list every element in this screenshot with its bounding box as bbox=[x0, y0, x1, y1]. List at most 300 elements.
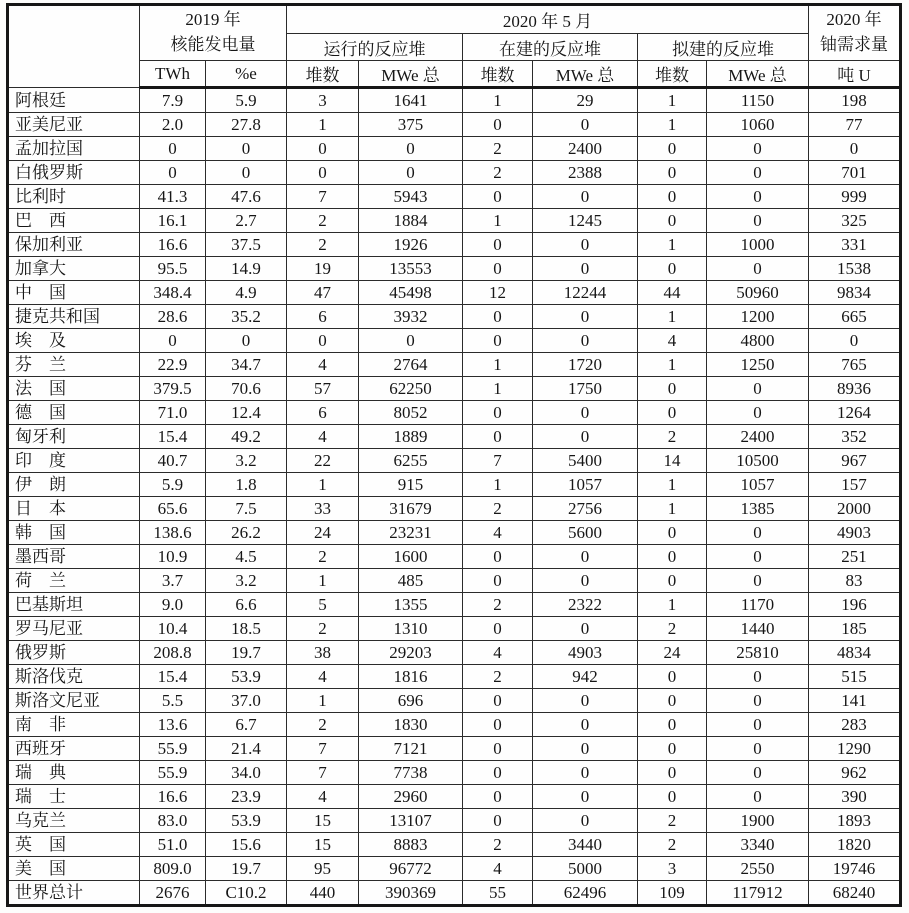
value-cell: 0 bbox=[638, 209, 707, 233]
value-cell: 251 bbox=[809, 545, 901, 569]
value-cell: 1720 bbox=[533, 353, 638, 377]
value-cell: 1816 bbox=[359, 665, 463, 689]
value-cell: 7.9 bbox=[140, 88, 206, 113]
value-cell: 2550 bbox=[707, 857, 809, 881]
value-cell: 0 bbox=[287, 161, 359, 185]
value-cell: 34.7 bbox=[206, 353, 287, 377]
country-cell: 埃 及 bbox=[8, 329, 140, 353]
value-cell: 68240 bbox=[809, 881, 901, 906]
value-cell: 485 bbox=[359, 569, 463, 593]
value-cell: 2960 bbox=[359, 785, 463, 809]
value-cell: 1 bbox=[463, 88, 533, 113]
value-cell: 3.2 bbox=[206, 449, 287, 473]
value-cell: 809.0 bbox=[140, 857, 206, 881]
unit-header-tonnes-u: 吨 U bbox=[809, 61, 901, 88]
value-cell: 3340 bbox=[707, 833, 809, 857]
value-cell: 0 bbox=[707, 257, 809, 281]
table-row bbox=[8, 833, 901, 857]
value-cell: 2 bbox=[287, 713, 359, 737]
value-cell: 1 bbox=[638, 593, 707, 617]
value-cell: 15 bbox=[287, 809, 359, 833]
value-cell: 0 bbox=[638, 545, 707, 569]
table-row bbox=[8, 185, 901, 209]
value-cell: 1830 bbox=[359, 713, 463, 737]
value-cell: 0 bbox=[638, 257, 707, 281]
value-cell: 10500 bbox=[707, 449, 809, 473]
value-cell: 1150 bbox=[707, 88, 809, 113]
value-cell: 5 bbox=[287, 593, 359, 617]
value-cell: 1057 bbox=[533, 473, 638, 497]
value-cell: 96772 bbox=[359, 857, 463, 881]
value-cell: 0 bbox=[707, 521, 809, 545]
value-cell: 37.5 bbox=[206, 233, 287, 257]
value-cell: 0 bbox=[359, 329, 463, 353]
country-cell: 俄罗斯 bbox=[8, 641, 140, 665]
value-cell: 0 bbox=[707, 785, 809, 809]
value-cell: 1750 bbox=[533, 377, 638, 401]
country-cell: 加拿大 bbox=[8, 257, 140, 281]
value-cell: 0 bbox=[638, 185, 707, 209]
value-cell: 2 bbox=[287, 209, 359, 233]
value-cell: 0 bbox=[463, 329, 533, 353]
value-cell: 3 bbox=[287, 88, 359, 113]
table-row bbox=[8, 713, 901, 737]
country-cell: 捷克共和国 bbox=[8, 305, 140, 329]
value-cell: 10.9 bbox=[140, 545, 206, 569]
value-cell: 1 bbox=[638, 233, 707, 257]
table-row bbox=[8, 617, 901, 641]
value-cell: 83.0 bbox=[140, 809, 206, 833]
header-2020-uranium-demand bbox=[809, 5, 901, 61]
value-cell: 1 bbox=[463, 473, 533, 497]
value-cell: 325 bbox=[809, 209, 901, 233]
value-cell: 95.5 bbox=[140, 257, 206, 281]
table-row bbox=[8, 497, 901, 521]
value-cell: 3.7 bbox=[140, 569, 206, 593]
value-cell: 19.7 bbox=[206, 641, 287, 665]
value-cell: 1 bbox=[638, 88, 707, 113]
table-row bbox=[8, 809, 901, 833]
value-cell: 0 bbox=[533, 761, 638, 785]
value-cell: 53.9 bbox=[206, 665, 287, 689]
value-cell: 19746 bbox=[809, 857, 901, 881]
value-cell: 19.7 bbox=[206, 857, 287, 881]
value-cell: 6 bbox=[287, 305, 359, 329]
value-cell: 7 bbox=[463, 449, 533, 473]
header-2020-uranium-line2: 铀需求量 bbox=[820, 35, 888, 54]
value-cell: 0 bbox=[140, 161, 206, 185]
value-cell: 4 bbox=[463, 857, 533, 881]
value-cell: 390 bbox=[809, 785, 901, 809]
value-cell: 62496 bbox=[533, 881, 638, 906]
table-row bbox=[8, 305, 901, 329]
value-cell: 70.6 bbox=[206, 377, 287, 401]
value-cell: 0 bbox=[707, 545, 809, 569]
value-cell: 44 bbox=[638, 281, 707, 305]
value-cell: 0 bbox=[463, 425, 533, 449]
value-cell: 0 bbox=[707, 401, 809, 425]
country-cell: 德 国 bbox=[8, 401, 140, 425]
country-cell: 巴 西 bbox=[8, 209, 140, 233]
country-cell: 乌克兰 bbox=[8, 809, 140, 833]
value-cell: 6.7 bbox=[206, 713, 287, 737]
value-cell: 0 bbox=[707, 569, 809, 593]
value-cell: 379.5 bbox=[140, 377, 206, 401]
unit-header-reactor-count-planned: 堆数 bbox=[638, 61, 707, 88]
value-cell: 1893 bbox=[809, 809, 901, 833]
value-cell: 1600 bbox=[359, 545, 463, 569]
value-cell: 7738 bbox=[359, 761, 463, 785]
value-cell: 5943 bbox=[359, 185, 463, 209]
country-cell: 瑞 典 bbox=[8, 761, 140, 785]
value-cell: 0 bbox=[638, 569, 707, 593]
value-cell: 12.4 bbox=[206, 401, 287, 425]
unit-header-twh: TWh bbox=[140, 61, 206, 88]
value-cell: 0 bbox=[533, 113, 638, 137]
table-row bbox=[8, 569, 901, 593]
value-cell: 8052 bbox=[359, 401, 463, 425]
value-cell: 5600 bbox=[533, 521, 638, 545]
country-cell: 南 非 bbox=[8, 713, 140, 737]
value-cell: 515 bbox=[809, 665, 901, 689]
value-cell: 2 bbox=[638, 833, 707, 857]
value-cell: 0 bbox=[707, 377, 809, 401]
value-cell: 999 bbox=[809, 185, 901, 209]
value-cell: 24 bbox=[287, 521, 359, 545]
value-cell: 0 bbox=[287, 329, 359, 353]
value-cell: 665 bbox=[809, 305, 901, 329]
value-cell: 0 bbox=[809, 329, 901, 353]
value-cell: 25810 bbox=[707, 641, 809, 665]
value-cell: 1538 bbox=[809, 257, 901, 281]
country-cell: 孟加拉国 bbox=[8, 137, 140, 161]
value-cell: 0 bbox=[463, 761, 533, 785]
unit-header-mwe-total-operating: MWe 总 bbox=[359, 61, 463, 88]
value-cell: 28.6 bbox=[140, 305, 206, 329]
value-cell: 0 bbox=[707, 689, 809, 713]
value-cell: 4.5 bbox=[206, 545, 287, 569]
value-cell: 1889 bbox=[359, 425, 463, 449]
country-cell: 斯洛伐克 bbox=[8, 665, 140, 689]
value-cell: 45498 bbox=[359, 281, 463, 305]
value-cell: 198 bbox=[809, 88, 901, 113]
value-cell: 0 bbox=[463, 257, 533, 281]
value-cell: 47.6 bbox=[206, 185, 287, 209]
value-cell: 4 bbox=[287, 353, 359, 377]
value-cell: 6.6 bbox=[206, 593, 287, 617]
value-cell: 1250 bbox=[707, 353, 809, 377]
value-cell: 2 bbox=[287, 617, 359, 641]
country-cell: 荷 兰 bbox=[8, 569, 140, 593]
value-cell: 14 bbox=[638, 449, 707, 473]
country-cell: 日 本 bbox=[8, 497, 140, 521]
value-cell: 0 bbox=[533, 617, 638, 641]
value-cell: 2 bbox=[287, 233, 359, 257]
value-cell: 49.2 bbox=[206, 425, 287, 449]
table-row bbox=[8, 545, 901, 569]
table-row bbox=[8, 881, 901, 906]
value-cell: 55.9 bbox=[140, 761, 206, 785]
value-cell: 0 bbox=[206, 329, 287, 353]
value-cell: 0 bbox=[463, 785, 533, 809]
value-cell: 0 bbox=[463, 569, 533, 593]
value-cell: 1 bbox=[463, 377, 533, 401]
value-cell: 23.9 bbox=[206, 785, 287, 809]
value-cell: 2322 bbox=[533, 593, 638, 617]
header-operating-reactors: 运行的反应堆 bbox=[287, 34, 463, 61]
table-row bbox=[8, 113, 901, 137]
value-cell: 6255 bbox=[359, 449, 463, 473]
value-cell: 0 bbox=[707, 209, 809, 233]
value-cell: 7121 bbox=[359, 737, 463, 761]
value-cell: 4903 bbox=[809, 521, 901, 545]
value-cell: 29203 bbox=[359, 641, 463, 665]
value-cell: 0 bbox=[707, 737, 809, 761]
value-cell: 1900 bbox=[707, 809, 809, 833]
value-cell: 18.5 bbox=[206, 617, 287, 641]
value-cell: 1200 bbox=[707, 305, 809, 329]
table-row bbox=[8, 329, 901, 353]
table-row bbox=[8, 761, 901, 785]
value-cell: 2.7 bbox=[206, 209, 287, 233]
value-cell: 0 bbox=[638, 401, 707, 425]
country-cell: 韩 国 bbox=[8, 521, 140, 545]
value-cell: 3932 bbox=[359, 305, 463, 329]
value-cell: 3.2 bbox=[206, 569, 287, 593]
value-cell: 0 bbox=[638, 377, 707, 401]
value-cell: 390369 bbox=[359, 881, 463, 906]
value-cell: 77 bbox=[809, 113, 901, 137]
table-row bbox=[8, 257, 901, 281]
value-cell: 71.0 bbox=[140, 401, 206, 425]
unit-header-mwe-total-planned: MWe 总 bbox=[707, 61, 809, 88]
value-cell: 33 bbox=[287, 497, 359, 521]
value-cell: 13107 bbox=[359, 809, 463, 833]
value-cell: 29 bbox=[533, 88, 638, 113]
value-cell: 15.6 bbox=[206, 833, 287, 857]
value-cell: 348.4 bbox=[140, 281, 206, 305]
value-cell: 0 bbox=[533, 713, 638, 737]
value-cell: 1000 bbox=[707, 233, 809, 257]
value-cell: 4 bbox=[287, 785, 359, 809]
value-cell: 0 bbox=[707, 761, 809, 785]
value-cell: 375 bbox=[359, 113, 463, 137]
value-cell: 50960 bbox=[707, 281, 809, 305]
value-cell: 0 bbox=[533, 785, 638, 809]
value-cell: 1 bbox=[638, 305, 707, 329]
value-cell: 915 bbox=[359, 473, 463, 497]
value-cell: 9.0 bbox=[140, 593, 206, 617]
value-cell: 14.9 bbox=[206, 257, 287, 281]
value-cell: 12244 bbox=[533, 281, 638, 305]
value-cell: 16.1 bbox=[140, 209, 206, 233]
country-cell: 保加利亚 bbox=[8, 233, 140, 257]
value-cell: 1820 bbox=[809, 833, 901, 857]
value-cell: 2756 bbox=[533, 497, 638, 521]
value-cell: 7.5 bbox=[206, 497, 287, 521]
value-cell: 21.4 bbox=[206, 737, 287, 761]
value-cell: 6 bbox=[287, 401, 359, 425]
value-cell: 0 bbox=[463, 545, 533, 569]
value-cell: 4 bbox=[638, 329, 707, 353]
table-row bbox=[8, 88, 901, 113]
table-row bbox=[8, 281, 901, 305]
value-cell: 2000 bbox=[809, 497, 901, 521]
value-cell: 5400 bbox=[533, 449, 638, 473]
nuclear-statistics-table bbox=[6, 3, 902, 907]
value-cell: 2 bbox=[638, 809, 707, 833]
value-cell: 0 bbox=[206, 137, 287, 161]
value-cell: 55.9 bbox=[140, 737, 206, 761]
value-cell: 22 bbox=[287, 449, 359, 473]
value-cell: 2 bbox=[463, 497, 533, 521]
table-row bbox=[8, 449, 901, 473]
value-cell: 2400 bbox=[707, 425, 809, 449]
value-cell: 765 bbox=[809, 353, 901, 377]
value-cell: 0 bbox=[638, 521, 707, 545]
value-cell: 15.4 bbox=[140, 425, 206, 449]
unit-header-reactor-count-construction: 堆数 bbox=[463, 61, 533, 88]
value-cell: 37.0 bbox=[206, 689, 287, 713]
value-cell: 2764 bbox=[359, 353, 463, 377]
value-cell: 3 bbox=[638, 857, 707, 881]
value-cell: 7 bbox=[287, 737, 359, 761]
value-cell: 23231 bbox=[359, 521, 463, 545]
country-cell: 中 国 bbox=[8, 281, 140, 305]
value-cell: 9834 bbox=[809, 281, 901, 305]
value-cell: 1264 bbox=[809, 401, 901, 425]
value-cell: 0 bbox=[533, 257, 638, 281]
value-cell: 1 bbox=[638, 113, 707, 137]
value-cell: 16.6 bbox=[140, 785, 206, 809]
value-cell: 1 bbox=[287, 113, 359, 137]
header-2020-uranium-line1: 2020 年 bbox=[826, 10, 882, 30]
value-cell: 26.2 bbox=[206, 521, 287, 545]
value-cell: 0 bbox=[463, 305, 533, 329]
value-cell: 0 bbox=[140, 137, 206, 161]
unit-header-mwe-total-construction: MWe 总 bbox=[533, 61, 638, 88]
value-cell: 0 bbox=[533, 329, 638, 353]
value-cell: 962 bbox=[809, 761, 901, 785]
value-cell: 0 bbox=[638, 737, 707, 761]
value-cell: 5.5 bbox=[140, 689, 206, 713]
value-cell: 1641 bbox=[359, 88, 463, 113]
value-cell: 1060 bbox=[707, 113, 809, 137]
value-cell: 47 bbox=[287, 281, 359, 305]
value-cell: 2.0 bbox=[140, 113, 206, 137]
value-cell: 1440 bbox=[707, 617, 809, 641]
value-cell: 1926 bbox=[359, 233, 463, 257]
country-cell: 伊 朗 bbox=[8, 473, 140, 497]
value-cell: 4800 bbox=[707, 329, 809, 353]
value-cell: 15.4 bbox=[140, 665, 206, 689]
value-cell: 5.9 bbox=[206, 88, 287, 113]
table-row bbox=[8, 521, 901, 545]
unit-header-reactor-count-operating: 堆数 bbox=[287, 61, 359, 88]
country-cell: 比利时 bbox=[8, 185, 140, 209]
value-cell: 0 bbox=[533, 569, 638, 593]
value-cell: 331 bbox=[809, 233, 901, 257]
value-cell: 283 bbox=[809, 713, 901, 737]
value-cell: 1057 bbox=[707, 473, 809, 497]
value-cell: 12 bbox=[463, 281, 533, 305]
value-cell: 1245 bbox=[533, 209, 638, 233]
value-cell: 1884 bbox=[359, 209, 463, 233]
value-cell: 0 bbox=[463, 185, 533, 209]
value-cell: 2388 bbox=[533, 161, 638, 185]
value-cell: 0 bbox=[359, 137, 463, 161]
table-row bbox=[8, 161, 901, 185]
value-cell: 0 bbox=[533, 401, 638, 425]
value-cell: 0 bbox=[707, 185, 809, 209]
value-cell: 1 bbox=[638, 353, 707, 377]
value-cell: 696 bbox=[359, 689, 463, 713]
table-row bbox=[8, 857, 901, 881]
value-cell: 1 bbox=[287, 473, 359, 497]
corner-header-cell bbox=[8, 5, 140, 88]
value-cell: 15 bbox=[287, 833, 359, 857]
value-cell: 31679 bbox=[359, 497, 463, 521]
value-cell: 0 bbox=[533, 425, 638, 449]
value-cell: 24 bbox=[638, 641, 707, 665]
table-body bbox=[8, 88, 901, 906]
value-cell: 117912 bbox=[707, 881, 809, 906]
value-cell: 0 bbox=[463, 713, 533, 737]
table-row bbox=[8, 377, 901, 401]
value-cell: 41.3 bbox=[140, 185, 206, 209]
country-cell: 芬 兰 bbox=[8, 353, 140, 377]
value-cell: 10.4 bbox=[140, 617, 206, 641]
value-cell: 138.6 bbox=[140, 521, 206, 545]
value-cell: 4 bbox=[463, 641, 533, 665]
value-cell: 83 bbox=[809, 569, 901, 593]
value-cell: 1355 bbox=[359, 593, 463, 617]
value-cell: 2 bbox=[463, 833, 533, 857]
value-cell: 0 bbox=[533, 689, 638, 713]
value-cell: C10.2 bbox=[206, 881, 287, 906]
value-cell: 0 bbox=[359, 161, 463, 185]
value-cell: 0 bbox=[533, 305, 638, 329]
value-cell: 0 bbox=[638, 761, 707, 785]
value-cell: 5.9 bbox=[140, 473, 206, 497]
value-cell: 1385 bbox=[707, 497, 809, 521]
value-cell: 0 bbox=[463, 689, 533, 713]
value-cell: 0 bbox=[809, 137, 901, 161]
country-cell: 法 国 bbox=[8, 377, 140, 401]
value-cell: 4 bbox=[287, 425, 359, 449]
value-cell: 38 bbox=[287, 641, 359, 665]
value-cell: 0 bbox=[140, 329, 206, 353]
value-cell: 34.0 bbox=[206, 761, 287, 785]
value-cell: 2676 bbox=[140, 881, 206, 906]
value-cell: 0 bbox=[463, 113, 533, 137]
value-cell: 0 bbox=[533, 185, 638, 209]
value-cell: 0 bbox=[533, 809, 638, 833]
value-cell: 0 bbox=[638, 161, 707, 185]
value-cell: 55 bbox=[463, 881, 533, 906]
value-cell: 16.6 bbox=[140, 233, 206, 257]
value-cell: 0 bbox=[707, 665, 809, 689]
value-cell: 0 bbox=[638, 137, 707, 161]
value-cell: 2 bbox=[463, 665, 533, 689]
value-cell: 2 bbox=[638, 617, 707, 641]
value-cell: 0 bbox=[533, 737, 638, 761]
value-cell: 185 bbox=[809, 617, 901, 641]
value-cell: 8883 bbox=[359, 833, 463, 857]
country-cell: 美 国 bbox=[8, 857, 140, 881]
value-cell: 27.8 bbox=[206, 113, 287, 137]
country-cell: 白俄罗斯 bbox=[8, 161, 140, 185]
